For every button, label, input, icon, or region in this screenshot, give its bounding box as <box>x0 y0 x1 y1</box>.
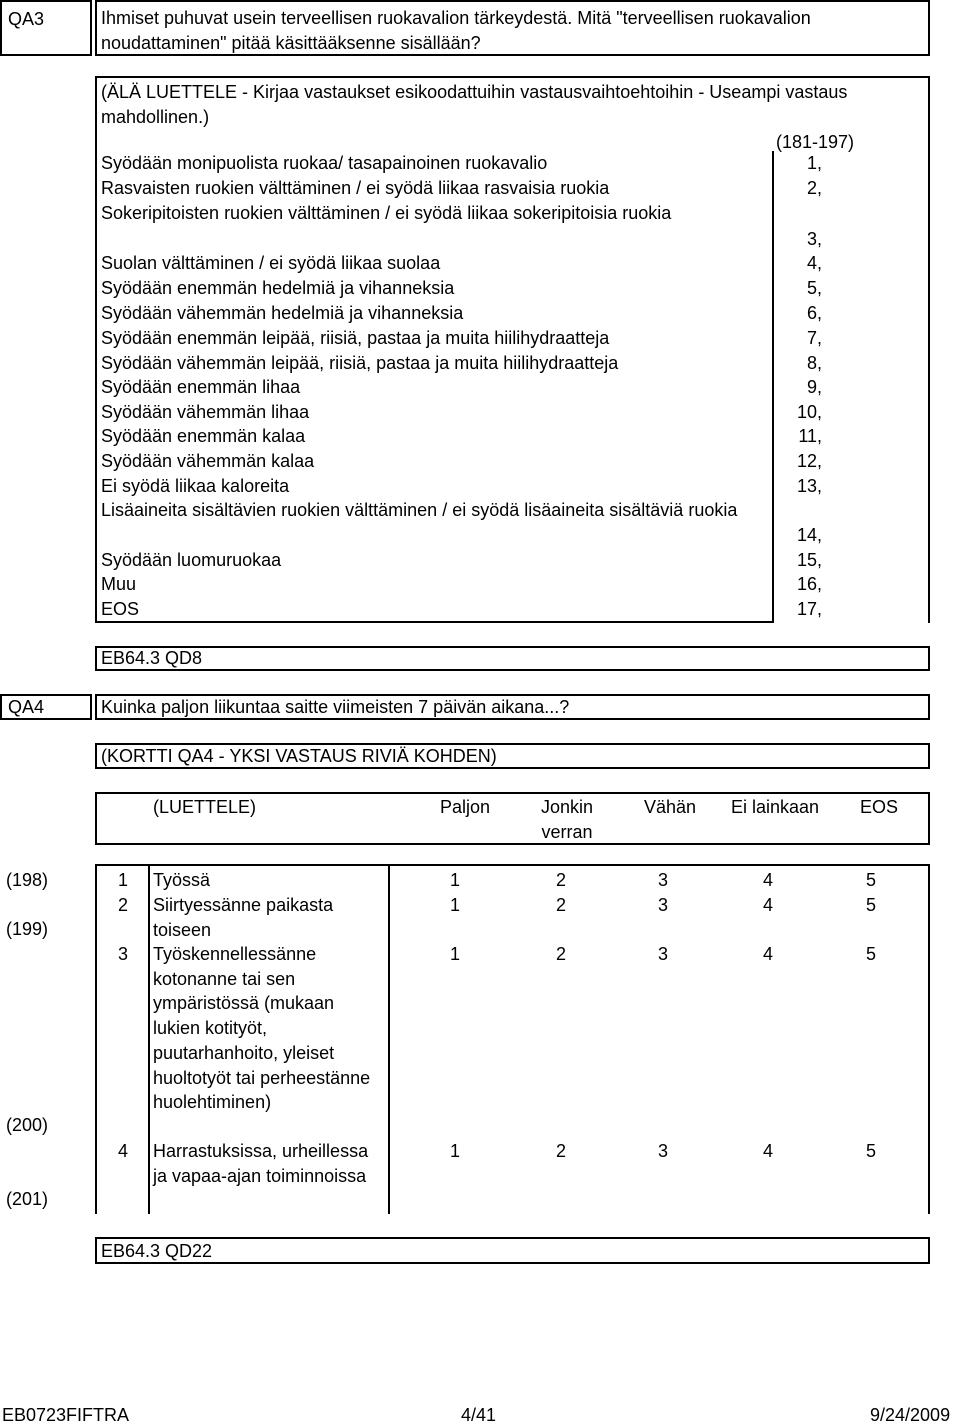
qa3-option-text: Rasvaisten ruokien välttäminen / ei syödä liikaa rasvaisia ruokia <box>101 178 610 198</box>
qa4-header-box <box>95 792 930 845</box>
qa4-row-text: Siirtyessänne paikasta toiseen <box>153 895 334 940</box>
qa4-answer-code[interactable]: 2 <box>556 895 567 915</box>
qa4-text-column-divider <box>388 864 390 1214</box>
qa4-row-number: 2 <box>118 895 129 915</box>
qa4-row-column-code: (200) <box>6 1115 49 1135</box>
qa4-header-jonkin-verran: Jonkin verran <box>540 797 594 842</box>
qa4-row-text: Työskennellessänne kotonanne tai sen ympäristössä (mukaan lukien kotityöt, puutarhanhoito, yleiset huoltotyöt tai perheestänne huolehtiminen) <box>153 944 371 1113</box>
qa4-answer-code[interactable]: 1 <box>450 1141 461 1161</box>
qa3-option-code: 7, <box>806 328 822 348</box>
qa4-answer-code[interactable]: 3 <box>658 870 669 890</box>
qa3-option-text: Syödään enemmän hedelmiä ja vihanneksia <box>101 278 455 298</box>
qa3-option-text: Syödään vähemmän kalaa <box>101 451 315 471</box>
qa4-label-box <box>0 694 92 720</box>
qa3-option-code: 3, <box>806 229 822 249</box>
qa4-answer-code[interactable]: 4 <box>763 1141 774 1161</box>
qa3-option-text: Sokeripitoisten ruokien välttäminen / ei syödä liikaa sokeripitoisia ruokia <box>101 203 672 223</box>
qa3-label-box <box>0 0 92 56</box>
qa4-answer-code[interactable]: 5 <box>866 895 877 915</box>
qa4-answer-code[interactable]: 1 <box>450 944 461 964</box>
qa4-answer-code[interactable]: 5 <box>866 944 877 964</box>
qa3-instruction: (ÄLÄ LUETTELE - Kirjaa vastaukset esikoodattuihin vastausvaihtoehtoihin - Useampi vastaus mahdollinen.) <box>101 82 848 127</box>
qa3-option-text: Syödään monipuolista ruokaa/ tasapainoinen ruokavalio <box>101 153 548 173</box>
qa3-label: QA3 <box>8 9 45 29</box>
footer-document-id: EB0723FIFTRA <box>2 1405 130 1425</box>
qa4-header-vahan: Vähän <box>643 797 697 817</box>
qa3-option-text: Syödään luomuruokaa <box>101 550 282 570</box>
footer-date: 9/24/2009 <box>870 1405 951 1425</box>
footer-page-number: 4/41 <box>461 1405 497 1425</box>
qa3-option-text: Syödään vähemmän hedelmiä ja vihanneksia <box>101 303 464 323</box>
qa4-answer-code[interactable]: 3 <box>658 944 669 964</box>
qa3-option-code: 4, <box>806 253 822 273</box>
qa3-question-box <box>95 0 930 56</box>
qa4-question-box <box>95 694 930 720</box>
qa4-answer-code[interactable]: 5 <box>866 1141 877 1161</box>
qa4-source-box <box>95 1237 930 1264</box>
qa3-option-text: Suolan välttäminen / ei syödä liikaa suolaa <box>101 253 441 273</box>
qa4-row-text: Harrastuksissa, urheillessa ja vapaa-ajan toiminnoissa <box>153 1141 369 1186</box>
qa3-option-code: 12, <box>796 451 822 471</box>
qa3-source-box <box>95 646 930 671</box>
qa3-option-code: 11, <box>798 426 822 446</box>
qa4-answer-code[interactable]: 5 <box>866 870 877 890</box>
qa4-row-column-code: (199) <box>6 919 49 939</box>
qa4-header-list: (LUETTELE) <box>153 797 257 817</box>
qa3-option-code: 15, <box>796 550 822 570</box>
qa4-answer-code[interactable]: 3 <box>658 895 669 915</box>
qa3-option-code: 16, <box>796 574 822 594</box>
qa4-answer-code[interactable]: 3 <box>658 1141 669 1161</box>
qa4-header-paljon: Paljon <box>439 797 491 817</box>
qa3-option-code: 2, <box>806 178 822 198</box>
qa3-option-text: Lisäaineita sisältävien ruokien välttäminen / ei syödä lisäaineita sisältäviä ruokia <box>101 500 738 520</box>
qa3-option-code: 5, <box>806 278 822 298</box>
qa4-instruction-box <box>95 743 930 769</box>
qa4-row-label-divider <box>148 864 150 1214</box>
qa3-option-code: 9, <box>806 377 822 397</box>
qa4-row-column-code: (201) <box>6 1189 49 1209</box>
qa4-row-number: 3 <box>118 944 129 964</box>
qa4-header-eos: EOS <box>859 797 898 817</box>
qa3-column-range: (181-197) <box>776 132 855 152</box>
qa4-answer-code[interactable]: 1 <box>450 895 461 915</box>
qa4-answer-code[interactable]: 4 <box>763 870 774 890</box>
qa3-option-text: Ei syödä liikaa kaloreita <box>101 476 290 496</box>
qa4-row-number: 4 <box>118 1141 129 1161</box>
qa4-instruction: (KORTTI QA4 - YKSI VASTAUS RIVIÄ KOHDEN) <box>101 746 497 766</box>
qa3-option-code: 1, <box>806 153 822 173</box>
qa4-question: Kuinka paljon liikuntaa saitte viimeisten 7 päivän aikana...? <box>101 697 570 717</box>
qa3-question: Ihmiset puhuvat usein terveellisen ruokavalion tärkeydestä. Mitä "terveellisen ruokavalion noudattaminen" pitää käsittääksenne sisällään? <box>101 8 811 53</box>
qa3-option-code: 14, <box>796 525 822 545</box>
qa3-source: EB64.3 QD8 <box>101 648 203 668</box>
qa4-answer-code[interactable]: 2 <box>556 944 567 964</box>
qa3-option-text: EOS <box>101 599 140 619</box>
qa3-option-code: 6, <box>806 303 822 323</box>
qa3-option-text: Syödään vähemmän lihaa <box>101 402 310 422</box>
qa3-option-code: 8, <box>806 353 822 373</box>
qa4-answer-code[interactable]: 2 <box>556 1141 567 1161</box>
qa4-answer-code[interactable]: 1 <box>450 870 461 890</box>
qa4-header-ei-lainkaan: Ei lainkaan <box>730 797 820 817</box>
qa3-option-text: Syödään vähemmän leipää, riisiä, pastaa ja muita hiilihydraatteja <box>101 353 619 373</box>
qa3-option-code: 10, <box>796 402 822 422</box>
qa4-answer-code[interactable]: 4 <box>763 944 774 964</box>
qa3-option-code: 13, <box>796 476 822 496</box>
qa4-label: QA4 <box>8 697 45 717</box>
qa4-answer-code[interactable]: 4 <box>763 895 774 915</box>
qa3-option-text: Muu <box>101 574 137 594</box>
qa3-option-text: Syödään enemmän lihaa <box>101 377 301 397</box>
qa4-row-number: 1 <box>118 870 129 890</box>
qa3-option-code: 17, <box>796 599 822 619</box>
qa4-row-column-code: (198) <box>6 870 49 890</box>
qa4-answer-code[interactable]: 2 <box>556 870 567 890</box>
qa4-row-text: Työssä <box>153 870 211 890</box>
qa4-source: EB64.3 QD22 <box>101 1241 213 1261</box>
qa3-option-text: Syödään enemmän kalaa <box>101 426 306 446</box>
qa3-top-rule <box>95 646 930 648</box>
qa3-option-text: Syödään enemmän leipää, riisiä, pastaa ja muita hiilihydraatteja <box>101 328 610 348</box>
